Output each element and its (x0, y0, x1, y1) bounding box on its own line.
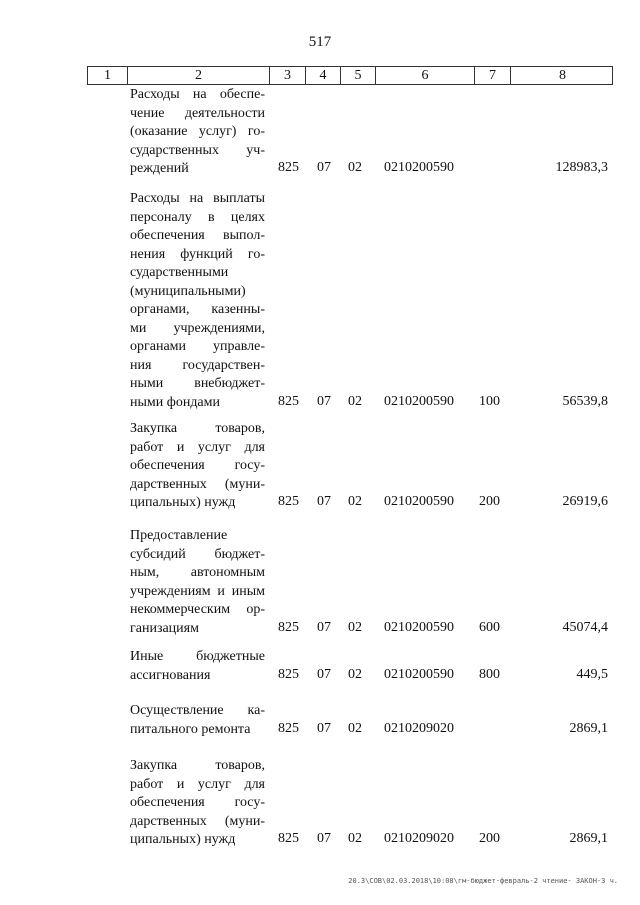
description-line: обеспечения госу- (130, 458, 265, 473)
description-line: (муниципальными) (130, 283, 246, 299)
row-description (130, 86, 265, 179)
header-col-5: 5 (341, 67, 376, 84)
cell-c7: 800 (479, 666, 500, 682)
cell-c7: 100 (479, 393, 500, 409)
description-line: обеспечения госу- (130, 795, 265, 810)
cell-c5: 02 (348, 160, 362, 175)
cell-c8: 45074,4 (562, 619, 608, 635)
cell-c6: 0210200590 (384, 160, 454, 175)
description-line: ципальных) нужд (130, 832, 236, 847)
cell-c4: 07 (317, 666, 331, 682)
cell-c3: 825 (278, 831, 299, 846)
description-line: ния государствен- (130, 357, 265, 373)
description-line: чение деятельности (130, 105, 265, 121)
cell-c7: 200 (479, 831, 500, 846)
cell-c3: 825 (278, 666, 299, 682)
row-description (130, 757, 265, 850)
description-line: Предоставление (130, 528, 228, 543)
cell-c4: 07 (317, 720, 331, 736)
cell-c5: 02 (348, 393, 362, 409)
description-line: Расходы на обеспе- (130, 87, 265, 102)
cell-c5: 02 (348, 666, 362, 682)
cell-c8: 449,5 (576, 666, 608, 682)
cell-c8: 56539,8 (562, 393, 608, 409)
description-line: сударственными (130, 265, 229, 280)
cell-c6: 0210209020 (384, 720, 454, 736)
cell-c4: 07 (317, 494, 331, 509)
row-description (130, 420, 265, 513)
cell-c3: 825 (278, 720, 299, 736)
cell-c6: 0210200590 (384, 666, 454, 682)
cell-c3: 825 (278, 494, 299, 509)
header-col-1: 1 (88, 67, 128, 84)
cell-c6: 0210200590 (384, 393, 454, 409)
cell-c3: 825 (278, 393, 299, 409)
cell-c3: 825 (278, 160, 299, 175)
cell-c5: 02 (348, 619, 362, 635)
description-line: ным, автономным (130, 565, 265, 580)
description-line: реждений (130, 161, 189, 176)
cell-c5: 02 (348, 494, 362, 509)
cell-c4: 07 (317, 619, 331, 635)
description-line: работ и услуг для (130, 776, 265, 792)
description-line: некоммерческим ор- (130, 602, 265, 617)
description-line: дарственных (муни- (130, 476, 265, 492)
cell-c6: 0210200590 (384, 494, 454, 509)
description-line: Осуществление ка- (130, 703, 265, 718)
description-line: субсидий бюджет- (130, 546, 265, 562)
header-col-3: 3 (270, 67, 306, 84)
header-col-8: 8 (559, 68, 566, 83)
cell-c7: 600 (479, 619, 500, 635)
row-description (130, 648, 265, 685)
cell-c6: 0210200590 (384, 619, 454, 635)
description-line: нения функций го- (130, 246, 265, 262)
header-col-6: 6 (376, 67, 475, 84)
footer-path: 20.3\COB\02.03.2018\10:08\гм-бюджет-февраль-2 чтение- ЗАКОН-3 ч. (348, 877, 618, 885)
description-line: (оказание услуг) го- (130, 124, 265, 139)
cell-c8: 2869,1 (569, 720, 608, 736)
description-line: ганизациям (130, 620, 199, 636)
cell-c4: 07 (317, 393, 331, 409)
cell-c5: 02 (348, 831, 362, 846)
description-line: органами, казенны- (130, 302, 265, 317)
description-line: персоналу в целях (130, 209, 265, 225)
description-line: ными фондами (130, 394, 221, 410)
description-line: ассигнования (130, 667, 211, 683)
cell-c7: 200 (479, 494, 500, 509)
description-line: Закупка товаров, (130, 421, 265, 436)
cell-c6: 0210209020 (384, 831, 454, 846)
description-line: дарственных (муни- (130, 813, 265, 829)
cell-c8: 2869,1 (569, 831, 608, 846)
cell-c5: 02 (348, 720, 362, 736)
table-header (87, 66, 613, 85)
description-line: обеспечения выпол- (130, 228, 265, 243)
cell-c4: 07 (317, 160, 331, 175)
description-line: ми учреждениями, (130, 320, 265, 336)
description-line: питального ремонта (130, 721, 251, 737)
header-col-4: 4 (306, 67, 341, 84)
row-description (130, 190, 265, 412)
description-line: ципальных) нужд (130, 495, 236, 510)
description-line: Закупка товаров, (130, 758, 265, 773)
header-col-7: 7 (475, 67, 511, 84)
row-description (130, 702, 265, 739)
description-line: ными внебюджет- (130, 376, 265, 391)
description-line: сударственных уч- (130, 142, 265, 158)
cell-c4: 07 (317, 831, 331, 846)
description-line: Иные бюджетные (130, 649, 265, 664)
cell-c8: 128983,3 (555, 160, 608, 175)
description-line: работ и услуг для (130, 439, 265, 455)
page-number: 517 (308, 34, 332, 50)
description-line: органами управле- (130, 339, 265, 354)
description-line: учреждениям и иным (130, 583, 265, 599)
cell-c3: 825 (278, 619, 299, 635)
row-description (130, 527, 265, 638)
header-col-2: 2 (128, 67, 270, 84)
cell-c8: 26919,6 (562, 494, 608, 509)
description-line: Расходы на выплаты (130, 191, 265, 206)
